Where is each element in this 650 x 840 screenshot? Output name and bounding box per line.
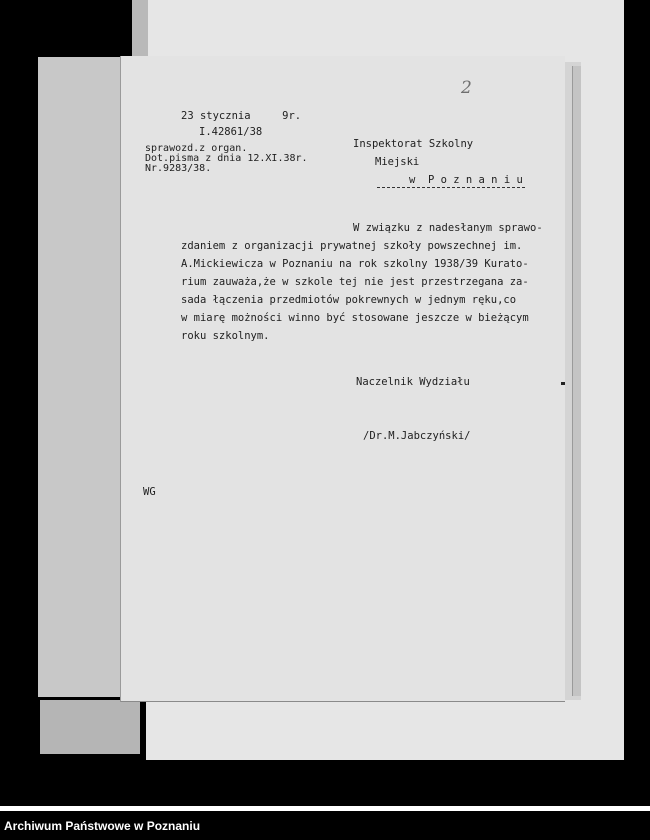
date-line: 23 stycznia 9r. xyxy=(181,110,302,122)
addressee-line: Miejski xyxy=(375,156,420,168)
folder-cover-lower xyxy=(40,700,140,754)
addressee-line: Inspektorat Szkolny xyxy=(353,138,474,150)
body-line: sada łączenia przedmiotów pokrewnych w jednym ręku,co xyxy=(181,294,517,306)
archive-name: Archiwum Państwowe w Poznaniu xyxy=(4,819,201,833)
subject-line: Nr.9283/38. xyxy=(145,163,212,174)
footer-divider xyxy=(0,806,650,811)
body-line: w miarę możności winno być stosowane jeszcze w bieżącym xyxy=(181,312,529,324)
archive-footer xyxy=(0,800,650,840)
body-line: roku szkolnym. xyxy=(181,330,270,342)
underlying-sheet-edge-2 xyxy=(572,66,581,696)
subject-line: sprawozd.z organ. xyxy=(145,143,248,154)
typewritten-letter-page xyxy=(120,56,565,702)
addressee-line: w P o z n a n i u xyxy=(409,174,523,186)
body-line: rium zauważa,że w szkole tej nie jest przestrzegana za- xyxy=(181,276,529,288)
page-number: 2 xyxy=(461,78,472,98)
subject-line: Dot.pisma z dnia 12.XI.38r. xyxy=(145,153,308,164)
body-line: zdaniem z organizacji prywatnej szkoły powszechnej im. xyxy=(181,240,523,252)
typist-initials: WG xyxy=(143,486,156,498)
reference-number: I.42861/38 xyxy=(199,126,263,138)
signature-name: /Dr.M.Jabczyński/ xyxy=(363,430,471,442)
margin-mark xyxy=(561,382,565,385)
body-line: W związku z nadesłanym sprawo- xyxy=(353,222,543,234)
body-line: A.Mickiewicza w Poznaniu na rok szkolny 1938/39 Kurato- xyxy=(181,258,529,270)
background-sheet-edge xyxy=(132,0,148,60)
addressee-underline xyxy=(377,187,525,188)
folder-cover-left xyxy=(38,57,122,697)
signature-title: Naczelnik Wydziału xyxy=(356,376,470,388)
